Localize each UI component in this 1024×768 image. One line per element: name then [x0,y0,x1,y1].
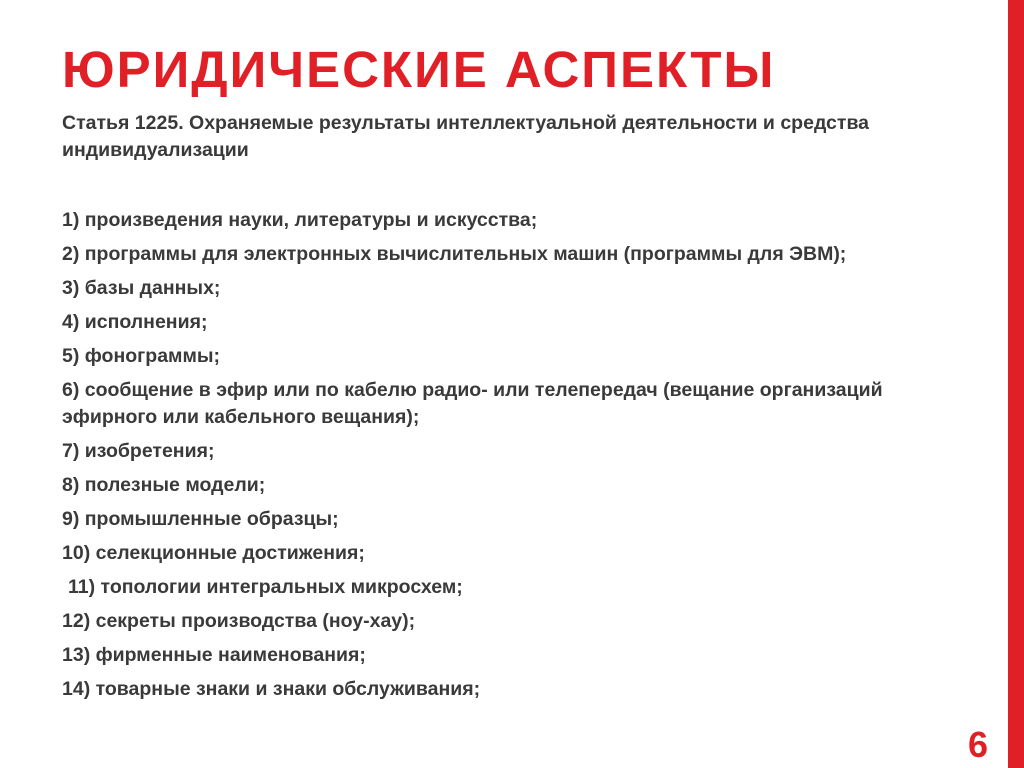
list-item: 7) изобретения; [62,440,215,462]
list-item: 12) секреты производства (ноу-хау); [62,610,416,632]
list-item: 5) фонограммы; [62,345,221,367]
list-item: 2) программы для электронных вычислительных машин (программы для ЭВМ); [62,243,847,265]
list-item: 1) произведения науки, литературы и искусства; [62,209,538,231]
list-item: 10) селекционные достижения; [62,542,365,564]
list-item: 14) товарные знаки и знаки обслуживания; [62,678,481,700]
list-item: 3) базы данных; [62,277,221,299]
list-item: 11) топологии интегральных микросхем; [68,576,463,598]
list-item: 9) промышленные образцы; [62,508,339,530]
list-item: 4) исполнения; [62,311,208,333]
accent-side-bar [1008,0,1024,768]
list-item: 13) фирменные наименования; [62,644,366,666]
list-item: 8) полезные модели; [62,474,266,496]
article-heading: Статья 1225. Охраняемые результаты интеллектуальной деятельности и средства индивидуализации [62,112,870,161]
protected-results-list [62,207,892,710]
page-number: 6 [968,724,989,765]
slide-title: ЮРИДИЧЕСКИЕ АСПЕКТЫ [62,41,776,98]
list-item: 6) сообщение в эфир или по кабелю радио- или телепередач (вещание организаций эфирного или кабельного вещания); [62,379,883,428]
